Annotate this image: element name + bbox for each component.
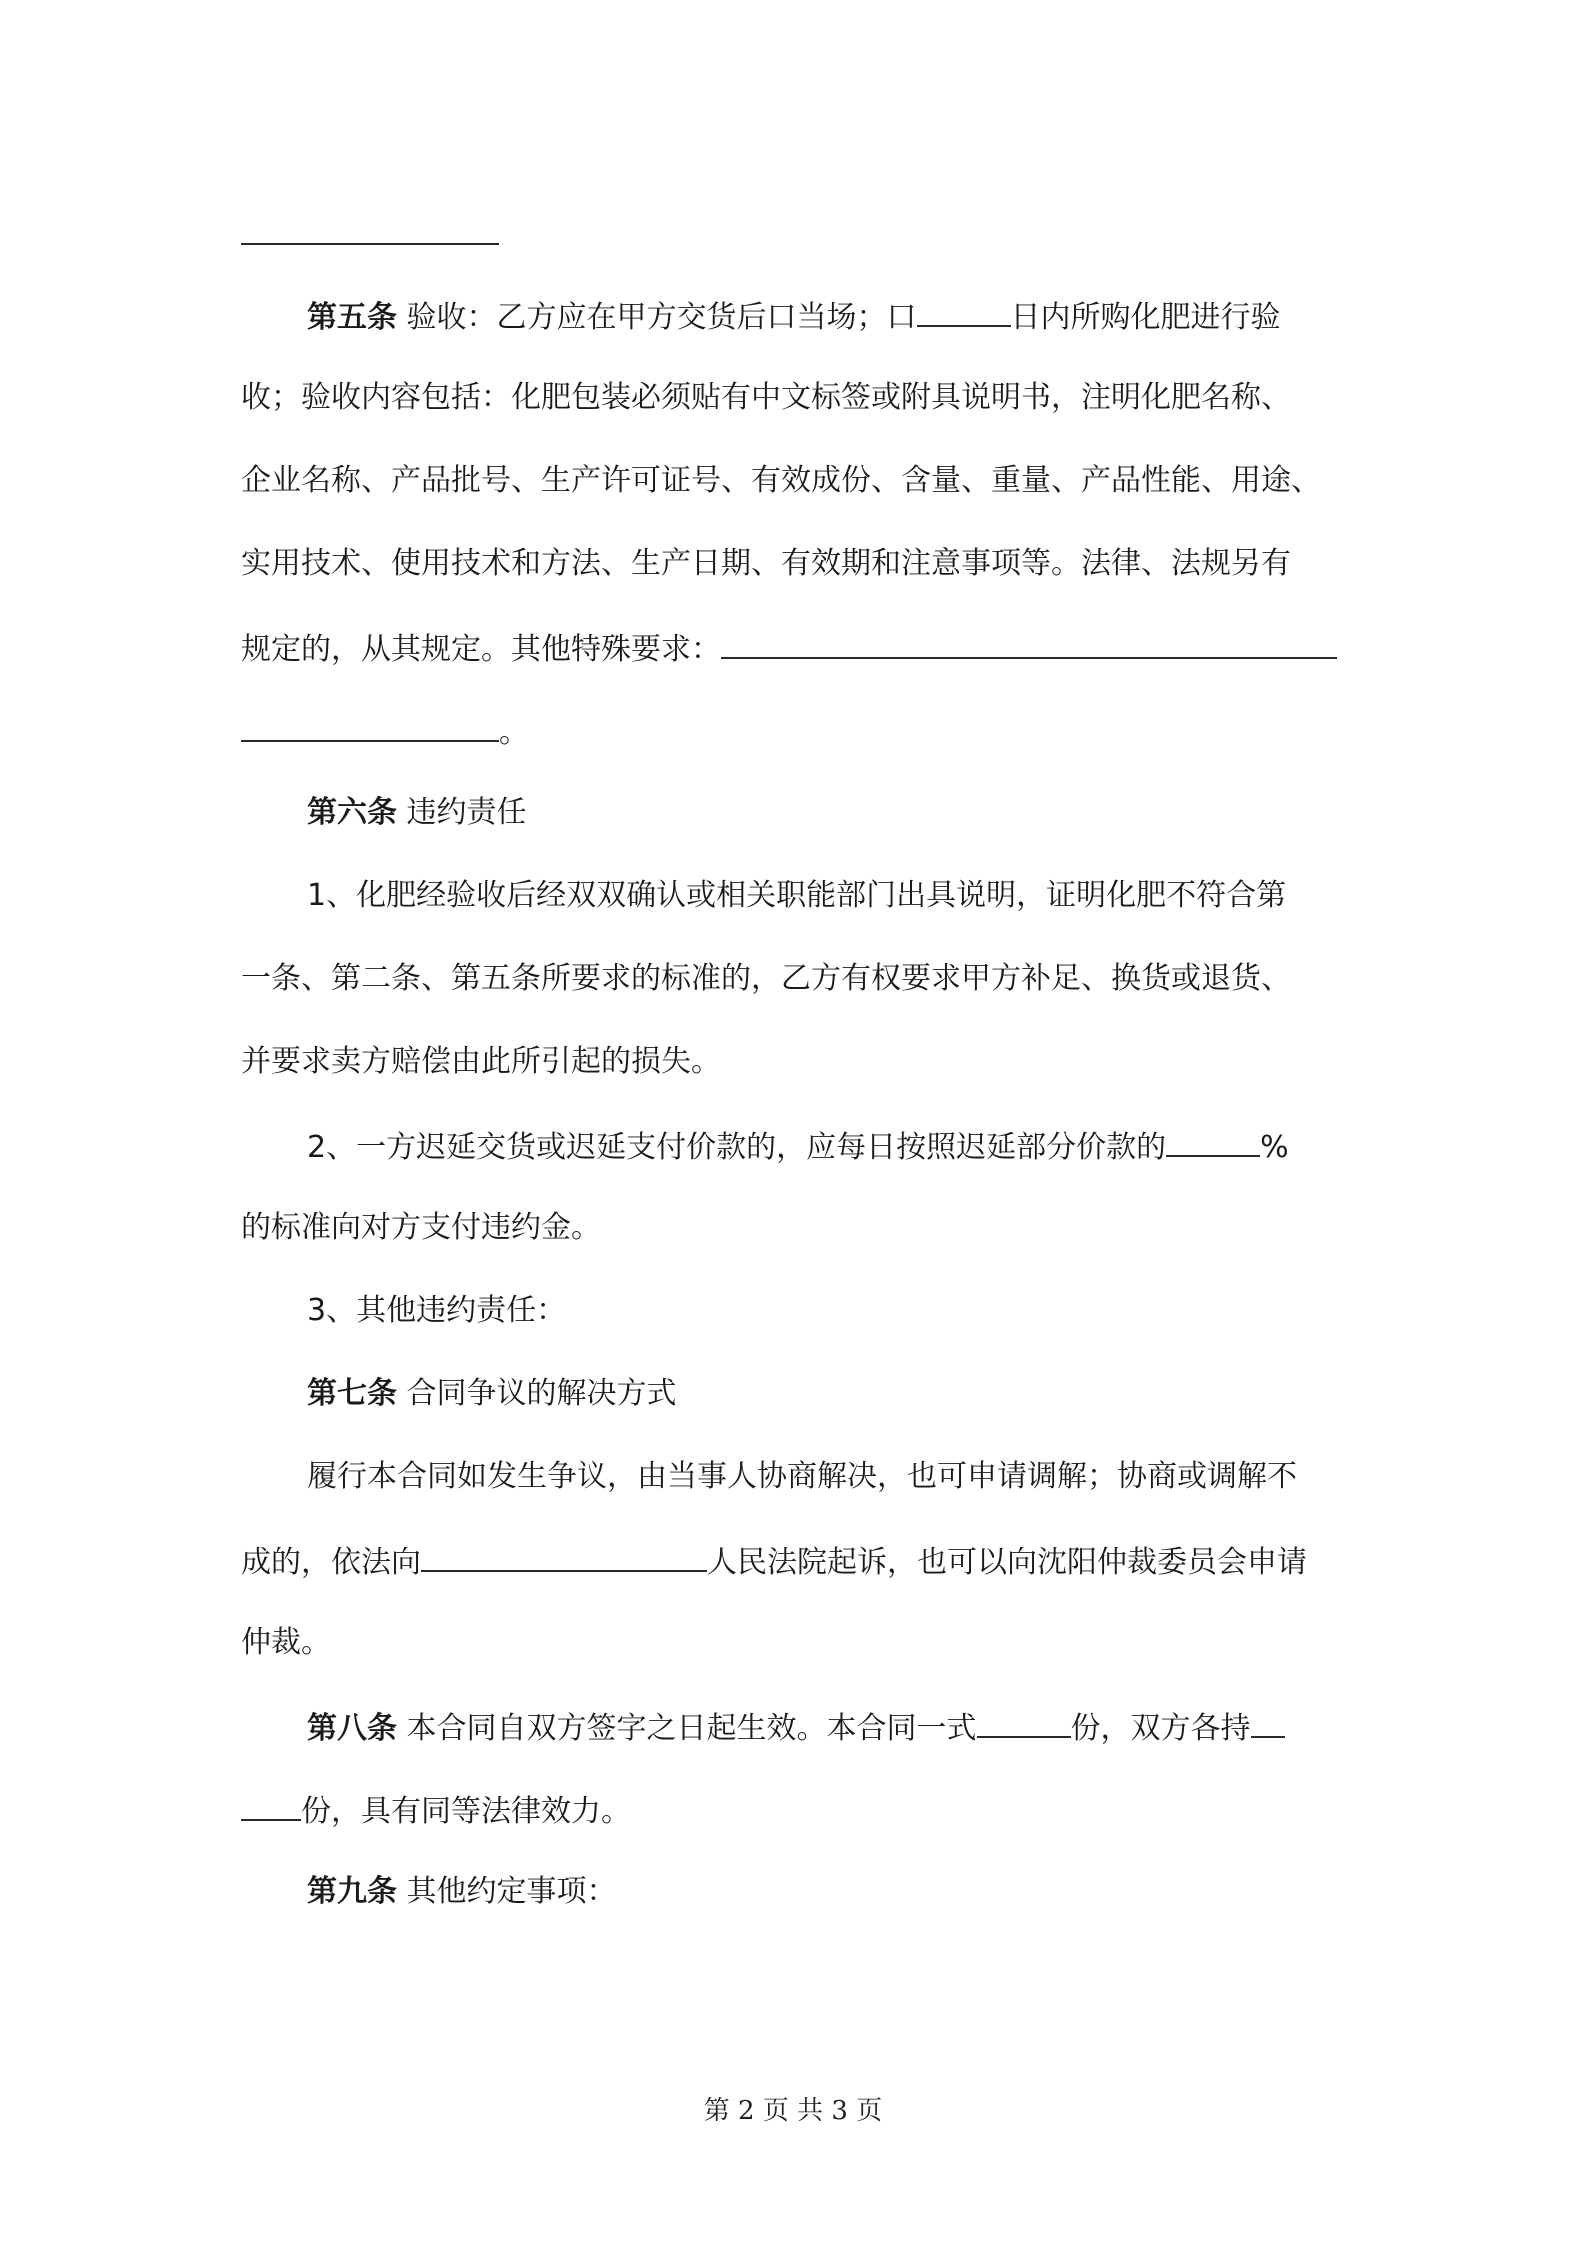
article5-text-5: 规定的，从其规定。其他特殊要求：	[241, 632, 721, 667]
article5-text-1b: 日内所购化肥进行验	[1010, 300, 1281, 335]
top-fill-line	[241, 243, 499, 245]
article5-line3: 企业名称、产品批号、生产许可证号、有效成份、含量、重量、产品性能、用途、	[241, 463, 1321, 498]
article5-line6	[241, 710, 529, 753]
article9-title: 第九条	[307, 1874, 397, 1909]
penalty-rate-blank	[1166, 1125, 1260, 1157]
article5-text-1a: 验收：乙方应在甲方交货后口当场；口	[406, 300, 917, 335]
article6-p2-line1	[307, 1125, 1289, 1168]
percent-sign: %	[1260, 1130, 1289, 1165]
article5-line4: 实用技术、使用技术和方法、生产日期、有效期和注意事项等。法律、法规另有	[241, 546, 1291, 581]
article6-p3: 3、其他违约责任：	[307, 1293, 567, 1328]
article6-p1-line1: 1、化肥经验收后经双双确认或相关职能部门出具说明，证明化肥不符合第	[307, 878, 1287, 913]
article6-p1-line3: 并要求卖方赔偿由此所引起的损失。	[241, 1044, 721, 1079]
article8-text-1a: 本合同自双方签字之日起生效。本合同一式	[406, 1711, 977, 1746]
article5-end-mark: 。	[499, 715, 529, 750]
article6-p2-text: 2、一方迟延交货或迟延支付价款的，应每日按照迟延部分价款的	[307, 1130, 1167, 1165]
article5-title: 第五条	[307, 300, 397, 335]
copies-each-blank-a	[1251, 1706, 1285, 1738]
article6-p2-line2: 的标准向对方支付违约金。	[241, 1210, 601, 1245]
article7-text-2b: 人民法院起诉，也可以向沈阳仲裁委员会申请	[707, 1545, 1307, 1580]
article5-line5	[241, 627, 1337, 670]
article9-heading: 其他约定事项：	[406, 1874, 617, 1909]
article7-line2	[241, 1540, 1307, 1583]
special-requirements-blank	[721, 627, 1337, 659]
special-requirements-blank-2	[241, 710, 499, 742]
days-blank	[917, 295, 1011, 327]
article8-title: 第八条	[307, 1711, 397, 1746]
article6-heading-line	[307, 793, 527, 833]
copies-each-blank-b	[241, 1789, 301, 1821]
article6-p1-line2: 一条、第二条、第五条所要求的标准的，乙方有权要求甲方补足、换货或退货、	[241, 961, 1291, 996]
article7-line3: 仲裁。	[241, 1625, 331, 1660]
article7-line1: 履行本合同如发生争议，由当事人协商解决，也可申请调解；协商或调解不	[307, 1459, 1297, 1494]
article8-line1	[307, 1706, 1285, 1749]
article7-title: 第七条	[307, 1376, 397, 1411]
article7-heading: 合同争议的解决方式	[406, 1376, 677, 1411]
article5-line2: 收；验收内容包括：化肥包装必须贴有中文标签或附具说明书，注明化肥名称、	[241, 380, 1291, 415]
article5-line1	[307, 295, 1281, 338]
article8-line2	[241, 1789, 631, 1832]
article7-text-2a: 成的，依法向	[241, 1545, 421, 1580]
article7-heading-line	[307, 1374, 677, 1414]
article6-title: 第六条	[307, 795, 397, 830]
copies-blank	[977, 1706, 1071, 1738]
article9-heading-line	[307, 1872, 617, 1912]
article8-text-1b: 份，双方各持	[1070, 1711, 1251, 1746]
court-name-blank	[421, 1540, 707, 1572]
article8-text-2: 份，具有同等法律效力。	[301, 1794, 631, 1829]
page-number-footer: 第 2 页 共 3 页	[703, 2096, 883, 2126]
article6-heading: 违约责任	[406, 795, 527, 830]
